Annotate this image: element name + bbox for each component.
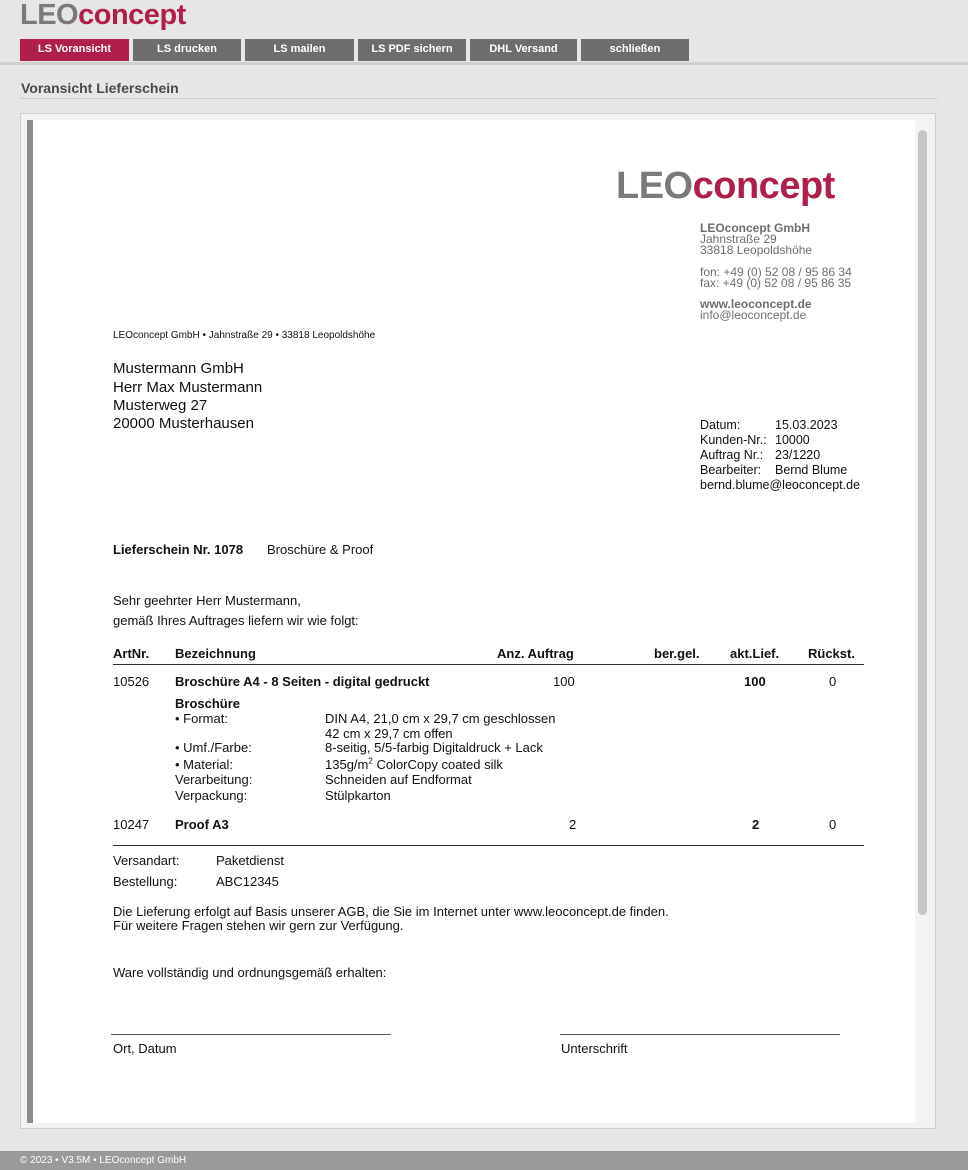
row1-detail-value-format: DIN A4, 21,0 cm x 29,7 cm geschlossen [325,711,556,726]
company-email: info@leoconcept.de [700,308,807,322]
document-logo-concept: concept [692,165,835,207]
receipt-note: Ware vollständig und ordnungsgemäß erhalten: [113,965,387,980]
header-divider [0,62,968,65]
delivery-note-document[interactable] [27,120,915,1123]
row1-detail-label-verpackung: Verpackung: [175,788,248,803]
ls-pdf-sichern-button[interactable]: LS PDF sichern [358,39,466,61]
material-weight: 135g/m [325,757,369,772]
document-scrollbar-thumb[interactable] [918,130,927,915]
row1-detail-value-format-open: 42 cm x 29,7 cm offen [325,726,453,741]
signature-label: Unterschrift [561,1041,628,1056]
row1-detail-label-material: • Material: [175,757,234,772]
col-header-ber-gel: ber.gel. [654,646,700,661]
meta-date-value: 15.03.2023 [775,418,838,432]
heading-divider [20,98,938,99]
schliessen-button[interactable]: schließen [581,39,689,61]
company-phone: fon: +49 (0) 52 08 / 95 86 34 [700,265,852,279]
col-header-akt-lief: akt.Lief. [730,646,780,661]
meta-customer-label: Kunden-Nr.: [700,433,767,447]
recipient-company: Mustermann GmbH [113,360,244,377]
document-logo-leo: LEO [616,165,693,207]
order-label: Bestellung: [113,874,178,889]
row2-backorder: 0 [829,817,837,832]
table-bottom-rule [113,845,864,846]
dhl-versand-button[interactable]: DHL Versand [470,39,577,61]
row1-qty: 100 [553,674,575,689]
shipping-label: Versandart: [113,853,180,868]
intro-text: gemäß Ihres Auftrages liefern wir wie folgt: [113,613,359,628]
order-value: ABC12345 [216,874,279,889]
delivery-note-title: Lieferschein Nr. 1078 [113,542,244,557]
col-header-anz-auftrag: Anz. Auftrag [497,646,574,661]
delivery-note-subject: Broschüre & Proof [267,542,374,557]
page-title: Voransicht Lieferschein [21,80,179,96]
row2-qty: 2 [569,817,577,832]
company-street: Jahnstraße 29 [700,232,777,246]
table-header-rule [113,664,864,665]
row1-detail-value-verarbeitung: Schneiden auf Endformat [325,772,472,787]
company-city: 33818 Leopoldshöhe [700,243,813,257]
material-name: ColorCopy coated silk [372,757,503,772]
ls-drucken-button[interactable]: LS drucken [133,39,241,61]
footer-bar [0,1151,968,1170]
signature-line [560,1034,840,1035]
place-date-label: Ort, Datum [113,1041,177,1056]
row1-detail-title: Broschüre [175,696,241,711]
row1-artnr: 10526 [113,674,150,689]
recipient-person: Herr Max Mustermann [113,379,263,396]
row1-detail-label-umfang: • Umf./Farbe: [175,740,252,755]
company-fax: fax: +49 (0) 52 08 / 95 86 35 [700,276,852,290]
recipient-city: 20000 Musterhausen [113,415,254,432]
ls-voransicht-button[interactable]: LS Voransicht [20,39,129,61]
terms-line-1: Die Lieferung erfolgt auf Basis unserer AGB, die Sie im Internet unter www.leoconcept.de finden. [113,904,669,919]
greeting: Sehr geehrter Herr Mustermann, [113,593,301,608]
footer-copyright: © 2023 • V3.5M • LEOconcept GmbH [20,1155,187,1166]
meta-order-label: Auftrag Nr.: [700,448,764,462]
row2-description: Proof A3 [175,817,229,832]
row1-current: 100 [744,674,766,689]
logo-leo-text: LEO [20,0,79,31]
meta-customer-value: 10000 [775,433,810,447]
row1-detail-label-verarbeitung: Verarbeitung: [175,772,253,787]
row1-detail-value-umfang: 8-seitig, 5/5-farbig Digitaldruck + Lack [325,740,543,755]
meta-editor-email: bernd.blume@leoconcept.de [700,478,861,492]
row1-backorder: 0 [829,674,837,689]
material-unit-superscript: 2 [368,756,373,766]
row1-detail-label-format: • Format: [175,711,228,726]
meta-order-value: 23/1220 [775,448,821,462]
meta-editor-label: Bearbeiter: [700,463,762,477]
meta-editor-value: Bernd Blume [775,463,848,477]
app-logo [20,1,186,30]
row1-detail-value-verpackung: Stülpkarton [325,788,391,803]
col-header-rueckst: Rückst. [808,646,855,661]
recipient-street: Musterweg 27 [113,397,208,414]
place-date-line [111,1034,391,1035]
company-name: LEOconcept GmbH [700,221,811,235]
terms-line-2: Für weitere Fragen stehen wir gern zur Verfügung. [113,918,404,933]
sender-line: LEOconcept GmbH • Jahnstraße 29 • 33818 Leopoldshöhe [113,330,376,341]
document-logo [616,167,835,205]
col-header-artnr: ArtNr. [113,646,150,661]
shipping-value: Paketdienst [216,853,284,868]
row1-detail-value-material [325,757,503,772]
company-web: www.leoconcept.de [700,297,812,311]
row2-current: 2 [752,817,760,832]
logo-concept-text: concept [78,0,186,31]
row1-description: Broschüre A4 - 8 Seiten - digital gedruckt [175,674,430,689]
col-header-bezeichnung: Bezeichnung [175,646,256,661]
row2-artnr: 10247 [113,817,150,832]
ls-mailen-button[interactable]: LS mailen [245,39,354,61]
meta-date-label: Datum: [700,418,741,432]
